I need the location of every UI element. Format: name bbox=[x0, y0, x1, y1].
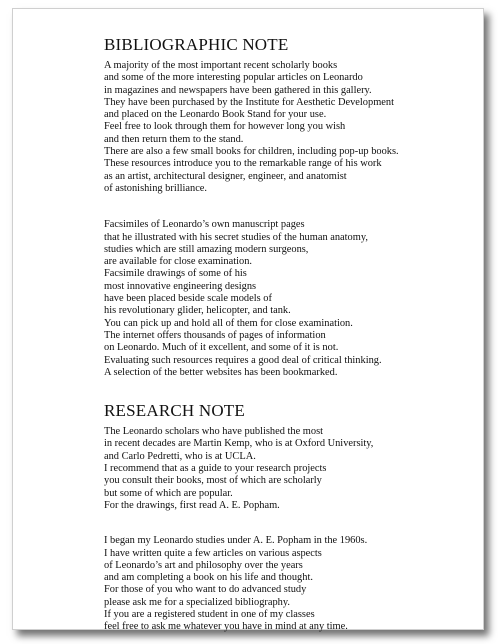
bibliographic-paragraph-2 bbox=[104, 219, 474, 379]
text-line: of astonishing brilliance. bbox=[104, 182, 208, 194]
text-line: studies which are still amazing modern surgeons, bbox=[104, 243, 309, 255]
text-line: and am completing a book on his life and thought. bbox=[104, 572, 313, 584]
text-line: The Leonardo scholars who have published the most bbox=[104, 426, 324, 438]
text-line: Facsimile drawings of some of his bbox=[104, 268, 247, 280]
bibliographic-paragraph-1 bbox=[104, 60, 474, 195]
text-line: his revolutionary glider, helicopter, and tank. bbox=[104, 305, 291, 317]
text-line: There are also a few small books for children, including pop-up books. bbox=[104, 146, 399, 158]
text-line: most innovative engineering designs bbox=[104, 280, 257, 292]
research-paragraph-2 bbox=[104, 535, 474, 633]
text-line: They have been purchased by the Institute for Aesthetic Development bbox=[104, 96, 394, 108]
document-content bbox=[104, 35, 474, 634]
text-line: For those of you who want to do advanced study bbox=[104, 584, 307, 596]
paragraph-spacer bbox=[104, 512, 474, 535]
text-line: that he illustrated with his secret studies of the human anatomy, bbox=[104, 231, 368, 243]
text-line: If you are a registered student in one of my classes bbox=[104, 608, 315, 620]
text-line: These resources introduce you to the remarkable range of his work bbox=[104, 158, 382, 170]
text-line: you consult their books, most of which are scholarly bbox=[104, 475, 322, 487]
text-line: of Leonardo’s art and philosophy over the years bbox=[104, 559, 303, 571]
text-line: please ask me for a specialized bibliography. bbox=[104, 596, 290, 608]
text-line: have been placed beside scale models of bbox=[104, 293, 272, 305]
text-line: A selection of the better websites has been bookmarked. bbox=[104, 366, 338, 378]
text-line: A majority of the most important recent scholarly books bbox=[104, 60, 338, 71]
research-note-heading: RESEARCH NOTE bbox=[104, 401, 245, 421]
text-line: on Leonardo. Much of it excellent, and some of it is not. bbox=[104, 342, 339, 354]
text-line: The internet offers thousands of pages of information bbox=[104, 329, 326, 341]
text-line: in recent decades are Martin Kemp, who is at Oxford University, bbox=[104, 438, 374, 450]
text-line: and some of the more interesting popular articles on Leonardo bbox=[104, 72, 363, 84]
text-line: as an artist, architectural designer, engineer, and anatomist bbox=[104, 170, 347, 182]
research-paragraph-1 bbox=[104, 426, 474, 512]
text-line: I began my Leonardo studies under A. E. Popham in the 1960s. bbox=[104, 535, 368, 547]
text-line: Facsimiles of Leonardo’s own manuscript pages bbox=[104, 219, 305, 231]
text-line: You can pick up and hold all of them for close examination. bbox=[104, 317, 353, 329]
text-line: I have written quite a few articles on various aspects bbox=[104, 547, 322, 559]
text-line: but some of which are popular. bbox=[104, 487, 233, 499]
bibliographic-note-heading: BIBLIOGRAPHIC NOTE bbox=[104, 35, 289, 54]
text-line: in magazines and newspapers have been gathered in this gallery. bbox=[104, 84, 372, 96]
text-line: Evaluating such resources requires a good deal of critical thinking. bbox=[104, 354, 382, 366]
text-line: feel free to ask me whatever you have in mind at any time. bbox=[104, 621, 348, 633]
text-line: For the drawings, first read A. E. Popham. bbox=[104, 499, 280, 511]
paragraph-spacer bbox=[104, 195, 474, 219]
text-line: Feel free to look through them for however long you wish bbox=[104, 121, 346, 133]
document-page bbox=[12, 8, 484, 633]
text-line: and placed on the Leonardo Book Stand for your use. bbox=[104, 109, 327, 121]
text-line: I recommend that as a guide to your research projects bbox=[104, 463, 327, 475]
text-line: and Carlo Pedretti, who is at UCLA. bbox=[104, 450, 256, 462]
text-line: and then return them to the stand. bbox=[104, 133, 244, 145]
text-line: are available for close examination. bbox=[104, 256, 252, 268]
section-spacer bbox=[104, 379, 474, 401]
